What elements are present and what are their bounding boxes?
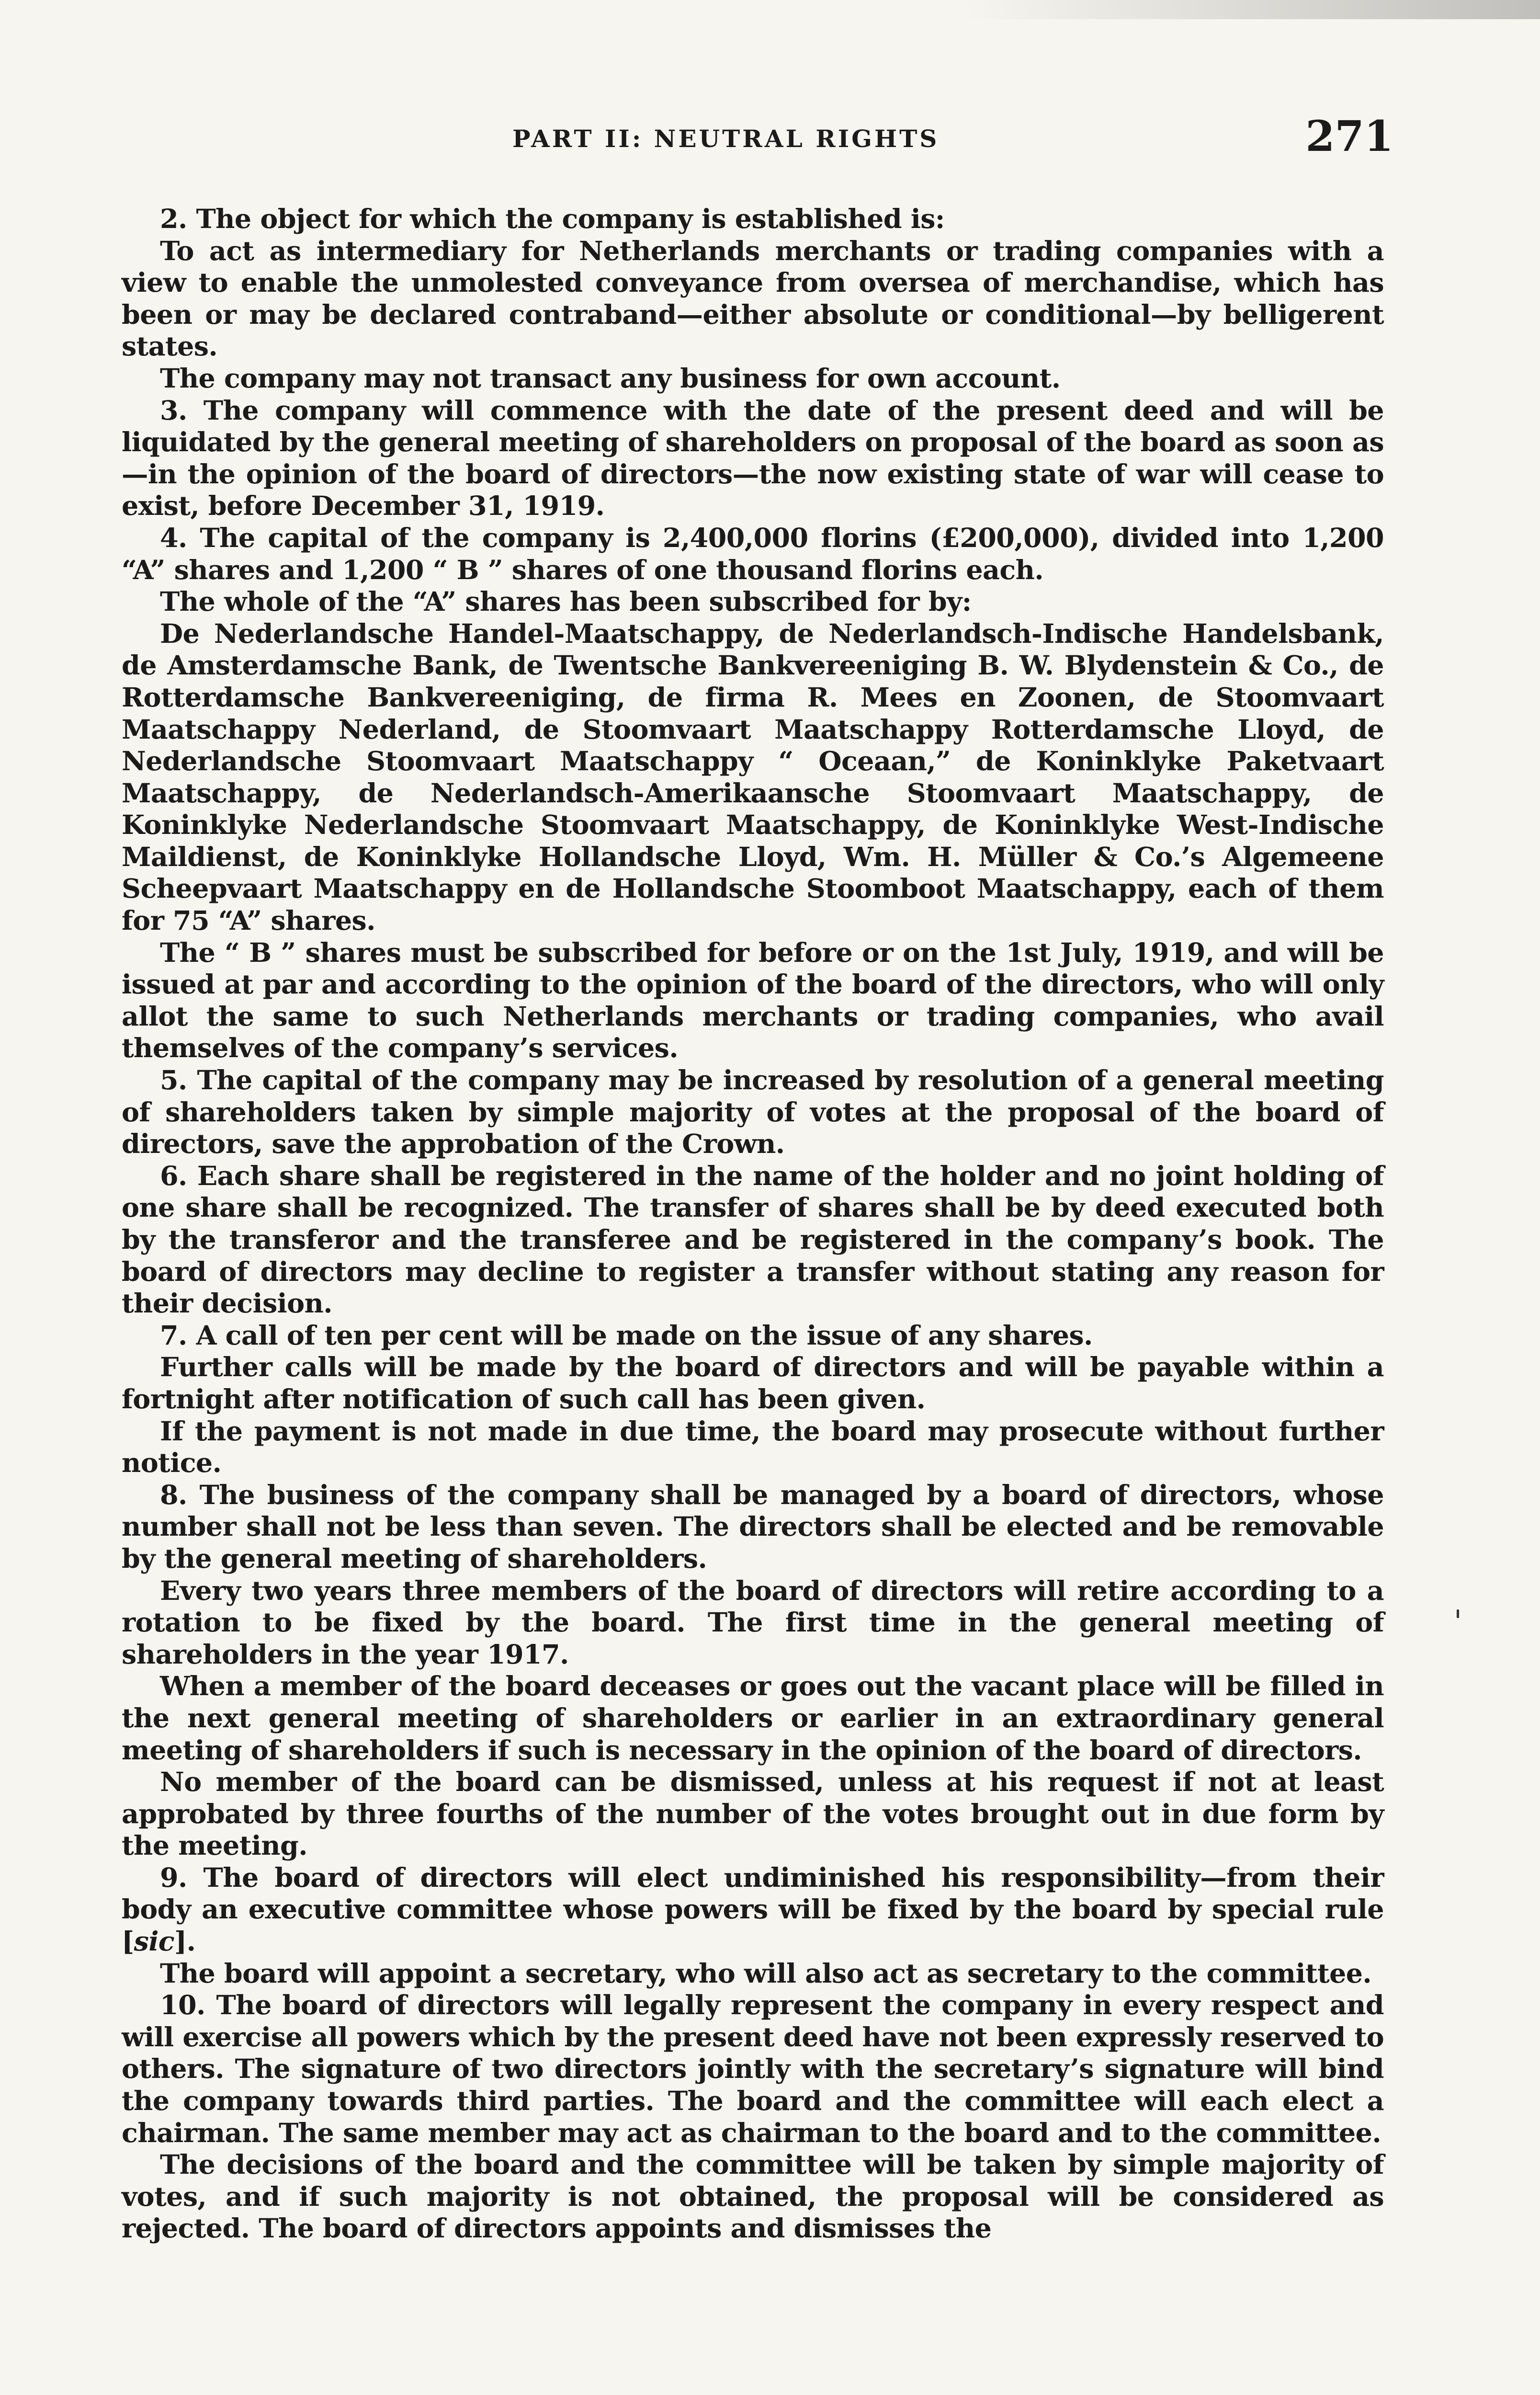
paragraph-secretary: The board will appoint a secretary, who will also act as secretary to the committee. (160, 1958, 1372, 1989)
paragraph-payment: If the payment is not made in due time, the board may prosecute without further notice. (122, 1415, 1384, 1479)
paragraph-no-own-account: The company may not transact any business for own account. (160, 363, 1061, 394)
scan-edge-noise (965, 0, 1540, 19)
paragraph-8-management: 8. The business of the company shall be managed by a board of directors, whose number shall not be less than seven. The directors shall be elected and be removable by the general meeting of shareholders. (122, 1479, 1384, 1574)
paragraph-7-call: 7. A call of ten per cent will be made on the issue of any shares. (160, 1320, 1093, 1351)
paragraph-9-text-after: ]. (174, 1926, 196, 1958)
paragraph-4-capital: 4. The capital of the company is 2,400,000 florins (£200,000), divided into 1,200 “A” shares and 1,200 “ B ” shares of one thousand florins each. (122, 522, 1384, 586)
body-text (122, 204, 1384, 2245)
paragraph-dismissal: No member of the board can be dismissed, unless at his request if not at least approbated by three fourths of the number of the votes brought out in due form by the meeting. (122, 1767, 1384, 1862)
paragraph-intermediary: To act as intermediary for Netherlands merchants or trading companies with a view to enable the unmolested conveyance from oversea of merchandise, which has been or may be declared contraband—either absolute or conditional—by belligerent states. (122, 235, 1384, 363)
paragraph-vacancy: When a member of the board deceases or goes out the vacant place will be filled in the next general meeting of shareholders or earlier in an extraordinary general meeting of shareholders if such is necessary in the opinion of the board of directors. (122, 1671, 1384, 1766)
paragraph-6-registration: 6. Each share shall be registered in the name of the holder and no joint holding of one share shall be recognized. The transfer of shares shall be by deed executed both by the transferor and the transferee and be registered in the company’s book. The board of directors may decline to register a transfer without stating any reason for their decision. (122, 1160, 1384, 1320)
paragraph-b-shares: The “ B ” shares must be subscribed for before or on the 1st July, 1919, and will be issued at par and according to the opinion of the board of the directors, who will only allot the same to such Netherlands merchants or trading companies, who avail themselves of the company’s services. (122, 937, 1384, 1064)
paragraph-9-executive-committee (122, 1862, 1384, 1958)
paragraph-2-object: 2. The object for which the company is established is: (160, 204, 945, 235)
page-number: 271 (1305, 111, 1393, 161)
margin-speck (1457, 1609, 1459, 1618)
paragraph-subscribers-list: De Nederlandsche Handel-Maatschappy, de Nederlandsch-Indische Handelsbank, de Amsterdamsche Bank, de Twentsche Bankvereeniging B. W. Blydenstein & Co., de Rotterdamsche Bankvereeniging, de firma R. Mees en Zoonen, de Stoomvaart Maatschappy Nederland, de Stoomvaart Maatschappy Rotterdamsche Lloyd, de Nederlandsche Stoomvaart Maatschappy “ Oceaan,” de Koninklyke Paketvaart Maatschappy, de Nederlandsch-Amerikaansche Stoomvaart Maatschappy, de Koninklyke Nederlandsche Stoomvaart Maatschappy, de Koninklyke West-Indische Maildienst, de Koninklyke Hollandsche Lloyd, Wm. H. Müller & Co.’s Algemeene Scheepvaart Maatschappy en de Hollandsche Stoomboot Maatschappy, each of them for 75 “A” shares. (122, 618, 1384, 937)
page-header (479, 111, 1398, 164)
paragraph-a-shares-subscribed: The whole of the “A” shares has been subscribed for by: (160, 586, 972, 618)
paragraph-further-calls: Further calls will be made by the board of directors and will be payable within a fortnight after notification of such call has been given. (122, 1352, 1384, 1415)
running-title: PART II: NEUTRAL RIGHTS (512, 125, 940, 153)
paragraph-5-capital-increase: 5. The capital of the company may be increased by resolution of a general meeting of shareholders taken by simple majority of votes at the proposal of the board of directors, save the approbation of the Crown. (122, 1065, 1384, 1160)
paragraph-decisions: The decisions of the board and the committee will be taken by simple majority of votes, and if such majority is not obtained, the proposal will be considered as rejected. The board of directors appoints and dismisses the (122, 2149, 1384, 2245)
paragraph-10-representation: 10. The board of directors will legally represent the company in every respect and will exercise all powers which by the present deed have not been expressly reserved to others. The signature of two directors jointly with the secretary’s signature will bind the company towards third parties. The board and the committee will each elect a chairman. The same member may act as chairman to the board and to the committee. (122, 1990, 1384, 2149)
paragraph-9-text-before: 9. The board of directors will elect undiminished his responsibility—from their body an executive committee whose powers will be fixed by the board by special rule [ (122, 1862, 1384, 1958)
paragraph-rotation: Every two years three members of the board of directors will retire according to a rotation to be fixed by the board. The first time in the general meeting of shareholders in the year 1917. (122, 1575, 1384, 1670)
paragraph-3-commencement: 3. The company will commence with the date of the present deed and will be liquidated by the general meeting of shareholders on proposal of the board as soon as—in the opinion of the board of directors—the now existing state of war will cease to exist, before December 31, 1919. (122, 395, 1384, 522)
sic-annotation: sic (134, 1926, 174, 1958)
